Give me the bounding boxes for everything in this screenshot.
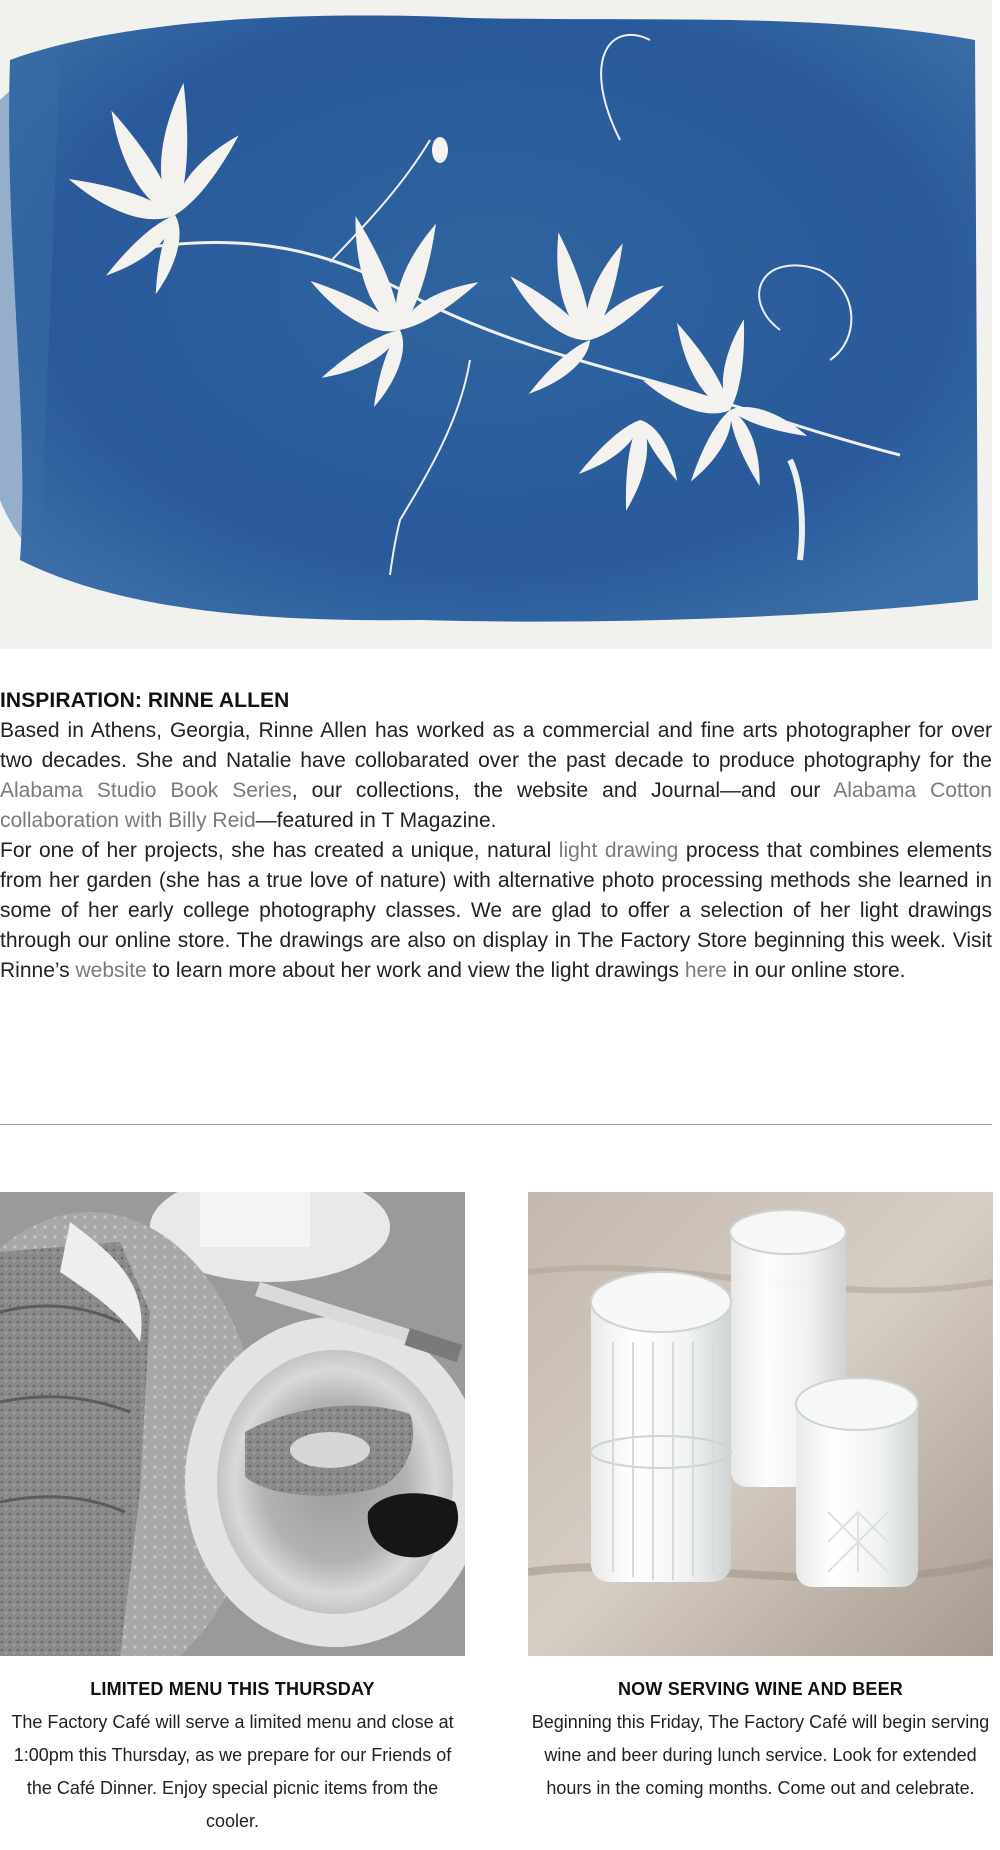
article-text: in our online store. <box>726 959 906 982</box>
hero-cyanotype-image <box>0 0 992 649</box>
card-image-link[interactable] <box>528 1192 993 1656</box>
link-alabama-studio-book-series[interactable]: Alabama Studio Book Series <box>0 779 292 802</box>
stacked-glasses-image <box>528 1192 993 1656</box>
article-text: Based in Athens, Georgia, Rinne Allen has worked as a commercial and fine arts photographer for over two decades. She and Natalie have collobarated over the past decade to produce photography for the <box>0 719 992 772</box>
card-wine-and-beer <box>528 1192 993 1805</box>
card-image-link[interactable] <box>0 1192 465 1656</box>
card-title: NOW SERVING WINE AND BEER <box>617 1679 904 1699</box>
link-alabama-cotton-collaboration[interactable]: Alabama Cotton collaboration with Billy Reid <box>0 779 992 832</box>
cyanotype-leaf-print-image <box>0 0 992 649</box>
link-rinne-website[interactable]: website <box>75 959 147 982</box>
article-section <box>0 686 992 986</box>
card-title: LIMITED MENU THIS THURSDAY <box>90 1679 375 1699</box>
article-paragraph-1 <box>0 716 992 836</box>
article-text: to learn more about her work and view the light drawings <box>146 959 685 982</box>
card-body: Beginning this Friday, The Factory Café will begin serving wine and beer during lunch service. Look for extended hours in the coming months. Come out and celebrate. <box>531 1712 990 1798</box>
article-text: For one of her projects, she has created a unique, natural <box>0 839 559 862</box>
bread-and-jam-plate-image <box>0 1192 465 1656</box>
article-text: , our collections, the website and Journal—and our <box>291 779 834 802</box>
section-divider <box>0 1124 992 1125</box>
article-text: process that combines elements from her garden (she has a true love of nature) with alternative photo processing methods she learned in some of her early college photography classes. We are glad to offer a selection of her light drawings through our online store. The drawings are also on display in The Factory Store beginning this week. Visit Rinne’s <box>0 839 992 982</box>
article-title: INSPIRATION: RINNE ALLEN <box>0 689 290 712</box>
link-light-drawing[interactable]: light drawing <box>558 839 679 862</box>
card-body: The Factory Café will serve a limited menu and close at 1:00pm this Thursday, as we prepare for our Friends of the Café Dinner. Enjoy special picnic items from the cooler. <box>11 1712 454 1831</box>
card-limited-menu <box>0 1192 465 1838</box>
link-light-drawings-here[interactable]: here <box>684 959 727 982</box>
article-paragraph-2 <box>0 836 992 986</box>
article-text: —featured in T Magazine. <box>255 809 497 832</box>
